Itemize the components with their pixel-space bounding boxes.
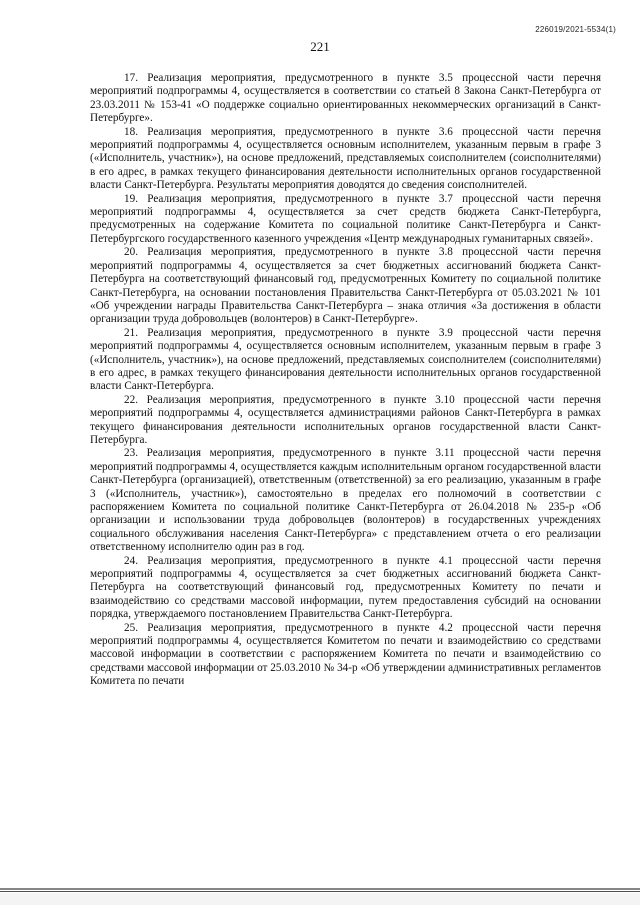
paragraph-20: 20. Реализация мероприятия, предусмотренного в пункте 3.8 процессной части перечня мероприятий подпрограммы 4, осуществляется за счет бюджетных ассигнований бюджета Санкт-Петербурга на соответствующий финансовый год, предусмотренных Комитету по социальной политике Санкт-Петербурга, на основании постановления Правительства Санкт-Петербурга от 05.03.2021 № 101 «Об учреждении награды Правительства Санкт-Петербурга – знака отличия «За достижения в области организации труда добровольцев (волонтеров) в Санкт-Петербурге». bbox=[90, 246, 601, 326]
paragraph-17: 17. Реализация мероприятия, предусмотренного в пункте 3.5 процессной части перечня мероприятий подпрограммы 4, осуществляется в соответствии со статьей 8 Закона Санкт-Петербурга от 23.03.2011 № 153-41 «О поддержке социально ориентированных некоммерческих организаций в Санкт-Петербурге». bbox=[90, 72, 601, 125]
scan-line bbox=[0, 891, 640, 892]
paragraph-22: 22. Реализация мероприятия, предусмотренного в пункте 3.10 процессной части перечня мероприятий подпрограммы 4, осуществляется администрациями районов Санкт-Петербурга в рамках текущего финансирования деятельности исполнительных органов государственной власти Санкт-Петербурга. bbox=[90, 393, 601, 446]
paragraph-24: 24. Реализация мероприятия, предусмотренного в пункте 4.1 процессной части перечня мероприятий подпрограммы 4, осуществляется за счет бюджетных ассигнований бюджета Санкт-Петербурга на соответствующий финансовый год, предусмотренных Комитету по печати и взаимодействию со средствами массовой информации, путем предоставления субсидий на основании порядка, утверждаемого постановлением Правительства Санкт-Петербурга. bbox=[90, 554, 601, 621]
paragraph-25: 25. Реализация мероприятия, предусмотренного в пункте 4.2 процессной части перечня мероприятий подпрограммы 4, осуществляется Комитетом по печати и взаимодействию со средствами массовой информации в соответствии с распоряжением Комитета по печати и взаимодействию со средствами массовой информации от 25.03.2010 № 34-р «Об утверждении административных регламентов Комитета по печати bbox=[90, 621, 601, 688]
paragraph-19: 19. Реализация мероприятия, предусмотренного в пункте 3.7 процессной части перечня мероприятий подпрограммы 4, осуществляется за счет средств бюджета Санкт-Петербурга, предусмотренных на содержание Комитета по социальной политике Санкт-Петербурга и Санкт-Петербургского государственного казенного учреждения «Центр международных гуманитарных связей». bbox=[90, 192, 601, 245]
scan-bottom-edge bbox=[0, 885, 640, 905]
document-id: 226019/2021-5534(1) bbox=[535, 25, 616, 34]
paragraph-21: 21. Реализация мероприятия, предусмотренного в пункте 3.9 процессной части перечня мероприятий подпрограммы 4, осуществляется основным исполнителем, указанным первым в графе 3 («Исполнитель, участник»), на основе предложений, представляемых соисполнителем (соисполнителями) в его адрес, в рамках текущего финансирования деятельности исполнительных органов государственной власти Санкт-Петербурга. bbox=[90, 326, 601, 393]
scan-margin bbox=[0, 893, 640, 905]
page-number: 221 bbox=[310, 39, 330, 54]
scan-line bbox=[0, 888, 640, 890]
document-body bbox=[90, 72, 601, 689]
paragraph-18: 18. Реализация мероприятия, предусмотренного в пункте 3.6 процессной части перечня мероприятий подпрограммы 4, осуществляется основным исполнителем, указанным первым в графе 3 («Исполнитель, участник»), на основе предложений, представляемых соисполнителем (соисполнителями) в его адрес, в рамках текущего финансирования деятельности исполнительных органов государственной власти Санкт-Петербурга. Результаты мероприятия доводятся до сведения соисполнителей. bbox=[90, 125, 601, 192]
paragraph-23: 23. Реализация мероприятия, предусмотренного в пункте 3.11 процессной части перечня мероприятий подпрограммы 4, осуществляется каждым исполнительным органом государственной власти Санкт-Петербурга (организацией), ответственным (ответственной) за его реализацию, указанным в графе 3 («Исполнитель, участник»), самостоятельно в пределах его полномочий в соответствии с распоряжением Комитета по социальной политике Санкт-Петербурга от 26.04.2018 № 235-р «Об организации и использовании труда добровольцев (волонтеров) в государственных учреждениях социального обслуживания населения Санкт-Петербурга» с представлением отчета о его реализации ответственному исполнителю один раз в год. bbox=[90, 447, 601, 554]
